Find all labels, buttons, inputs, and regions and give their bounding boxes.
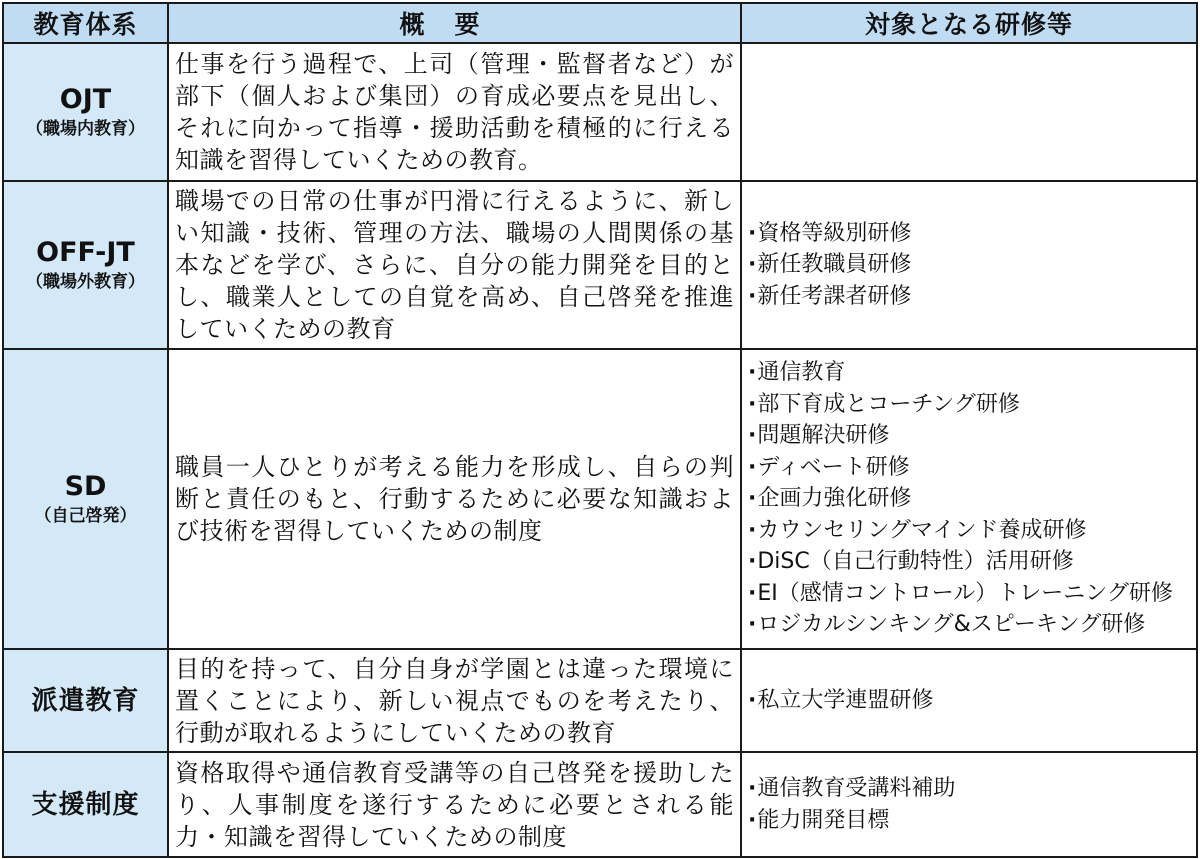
list-item: · 新任教職員研修 [748,249,1190,281]
system-subtitle: （自己啓発） [34,506,137,526]
list-item: · ロジカルシンキング&スピーキング研修 [748,609,1190,641]
targets-cell [741,43,1197,181]
header-overview [168,3,741,43]
list-item: · 通信教育 [748,357,1190,389]
system-name: 支援制度 [31,789,140,820]
system-name: OFF-JT [36,237,135,268]
targets-cell [741,181,1197,349]
table-row-offjt [3,181,1197,349]
list-item: · 資格等級別研修 [748,218,1190,250]
system-cell [3,752,168,857]
system-cell [3,43,168,181]
target-list [748,357,1190,641]
system-subtitle: （職場内教育） [26,119,145,139]
list-item: · EI（感情コントロール）トレーニング研修 [748,578,1190,610]
overview-cell: 職場での日常の仕事が円滑に行えるように、新しい知識・技術、管理の方法、職場の人間関係の基本などを学び、さらに、自分の能力開発を目的とし、職業人としての自覚を高め、自己啓発を推進していくための教育 [168,181,741,349]
system-name: SD [64,471,107,502]
list-item: · 通信教育受講料補助 [748,773,1190,805]
header-targets: 対象となる研修等 [741,3,1197,43]
table-row-support [3,752,1197,857]
overview-cell: 目的を持って、自分自身が学園とは違った環境に置くことにより、新しい視点でものを考えたり、行動が取れるようにしていくための教育 [168,649,741,752]
list-item: · DiSC（自己行動特性）活用研修 [748,546,1190,578]
header-system: 教育体系 [3,3,168,43]
target-list [748,685,1190,717]
system-cell [3,349,168,649]
list-item: · ディベート研修 [748,452,1190,484]
overview-cell: 仕事を行う過程で、上司（管理・監督者など）が部下（個人および集団）の育成必要点を見出し、それに向かって指導・援助活動を積極的に行える知識を習得していくための教育。 [168,43,741,181]
targets-cell [741,349,1197,649]
list-item: · 能力開発目標 [748,805,1190,837]
table-row-sd [3,349,1197,649]
system-subtitle: （職場外教育） [26,272,145,292]
system-name: 派遣教育 [31,685,140,716]
overview-cell: 職員一人ひとりが考える能力を形成し、自らの判断と責任のもと、行動するために必要な知識および技術を習得していくための制度 [168,349,741,649]
list-item: · 新任考課者研修 [748,281,1190,313]
list-item: · 企画力強化研修 [748,483,1190,515]
system-cell [3,181,168,349]
system-name: OJT [59,84,112,115]
list-item: · 私立大学連盟研修 [748,685,1190,717]
list-item: · 問題解決研修 [748,420,1190,452]
header-overview-label: 概要 [399,10,510,39]
list-item: · 部下育成とコーチング研修 [748,389,1190,421]
table-row-dispatch [3,649,1197,752]
overview-cell: 資格取得や通信教育受講等の自己啓発を援助したり、人事制度を遂行するために必要とされる能力・知識を習得していくための制度 [168,752,741,857]
targets-cell [741,649,1197,752]
table-row-ojt [3,43,1197,181]
education-system-table [2,2,1198,858]
targets-cell [741,752,1197,857]
target-list [748,218,1190,313]
system-cell [3,649,168,752]
list-item: · カウンセリングマインド養成研修 [748,515,1190,547]
target-list [748,773,1190,836]
table-header-row [3,3,1197,43]
